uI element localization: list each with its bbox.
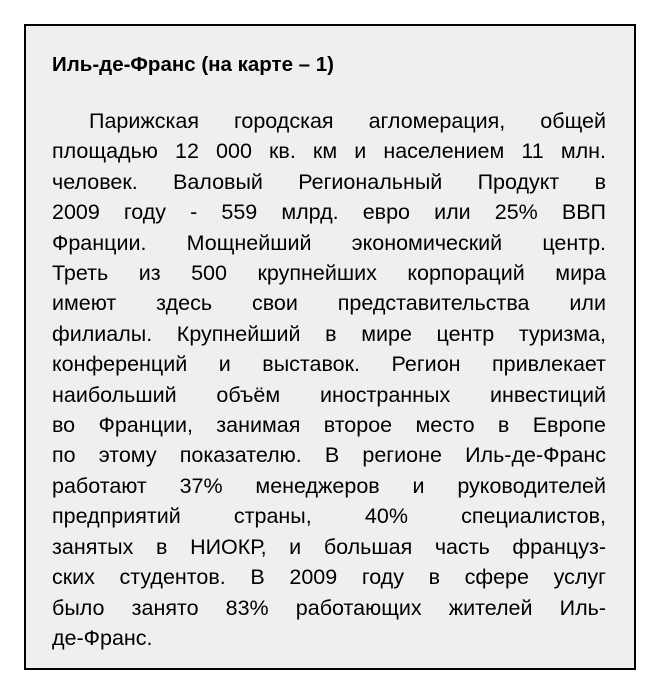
paragraph-line: во Франции, занимая второе место в Европе: [52, 413, 606, 438]
paragraph-line: работают 37% менеджеров и руководителей: [52, 473, 606, 498]
paragraph-line: Франции. Мощнейший экономический центр.: [52, 230, 606, 255]
info-card: [24, 24, 636, 670]
paragraph-line: человек. Валовый Региональный Продукт в: [52, 169, 606, 194]
paragraph-line: филиалы. Крупнейший в мире центр туризма,: [52, 321, 606, 346]
paragraph-line: предприятий страны, 40% специалистов,: [52, 504, 606, 529]
card-title: Иль-де-Франс (на карте – 1): [52, 53, 335, 76]
card-body-paragraph: [52, 106, 606, 653]
paragraph-line: Парижская городская агломерация, общей: [89, 109, 606, 133]
paragraph-line: площадью 12 000 кв. км и населением 11 млн.: [52, 139, 606, 164]
paragraph-line: занятых в НИОКР, и большая часть француз-: [52, 534, 606, 559]
paragraph-line: де-Франс.: [52, 625, 153, 650]
paragraph-line: конференций и выставок. Регион привлекает: [52, 352, 606, 377]
paragraph-line: имеют здесь свои представительства или: [52, 291, 606, 316]
paragraph-line: 2009 году - 559 млрд. евро или 25% ВВП: [52, 200, 606, 225]
paragraph-line: по этому показателю. В регионе Иль-де-Франс: [52, 443, 606, 468]
paragraph-line: ских студентов. В 2009 году в сфере услуг: [52, 565, 606, 590]
paragraph-line: наибольший объём иностранных инвестиций: [52, 382, 606, 407]
paragraph-line: Треть из 500 крупнейших корпораций мира: [52, 261, 606, 286]
paragraph-line: было занято 83% работающих жителей Иль-: [52, 595, 606, 620]
